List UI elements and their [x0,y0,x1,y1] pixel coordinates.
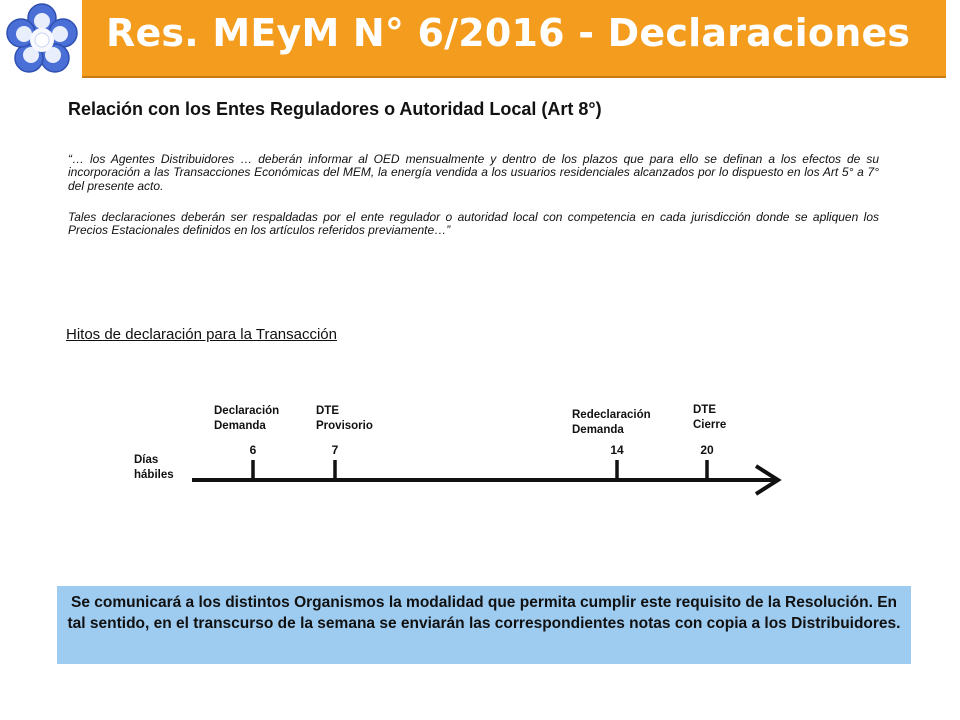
section-title: Relación con los Entes Reguladores o Autoridad Local (Art 8°) [68,99,602,119]
page-title: Res. MEyM N° 6/2016 - Declaraciones [106,11,911,55]
milestone-label-2: DTE Provisorio [316,405,373,432]
timeline-title: Hitos de declaración para la Transacción [66,326,337,343]
milestone-day-3: 14 [610,443,624,457]
milestone-label-4: DTE Cierre [693,404,727,431]
quote-paragraph-2: Tales declaraciones deberán ser respaldadas por el ente regulador o autoridad local con competencia en cada jurisdicción donde se apliquen los Precios Estacionales definidos en los artículos referidos previamente…” [68,210,879,238]
milestone-label-1: Declaración Demanda [214,405,280,432]
milestone-day-2: 7 [331,443,339,457]
notice-box: Se comunicará a los distintos Organismos la modalidad que permita cumplir este requisito de la Resolución. En tal sentido, en el transcurso de la semana se enviarán las correspondientes notas con copia a los Distribuidores. [57,586,911,664]
axis-label: Días hábiles [134,454,174,481]
milestone-day-1: 6 [249,443,257,457]
quote-paragraph-1: “… los Agentes Distribuidores … deberán informar al OED mensualmente y dentro de los plazos que para ello se definan a los efectos de su incorporación a las Transacciones Económicas del MEM, la energía vendida a los usuarios residenciales alcanzados por lo dispuesto en los Art 5° a 7° del presente acto. [68,152,879,193]
milestone-label-3: Redeclaración Demanda [572,409,651,436]
milestone-day-4: 20 [700,443,714,457]
